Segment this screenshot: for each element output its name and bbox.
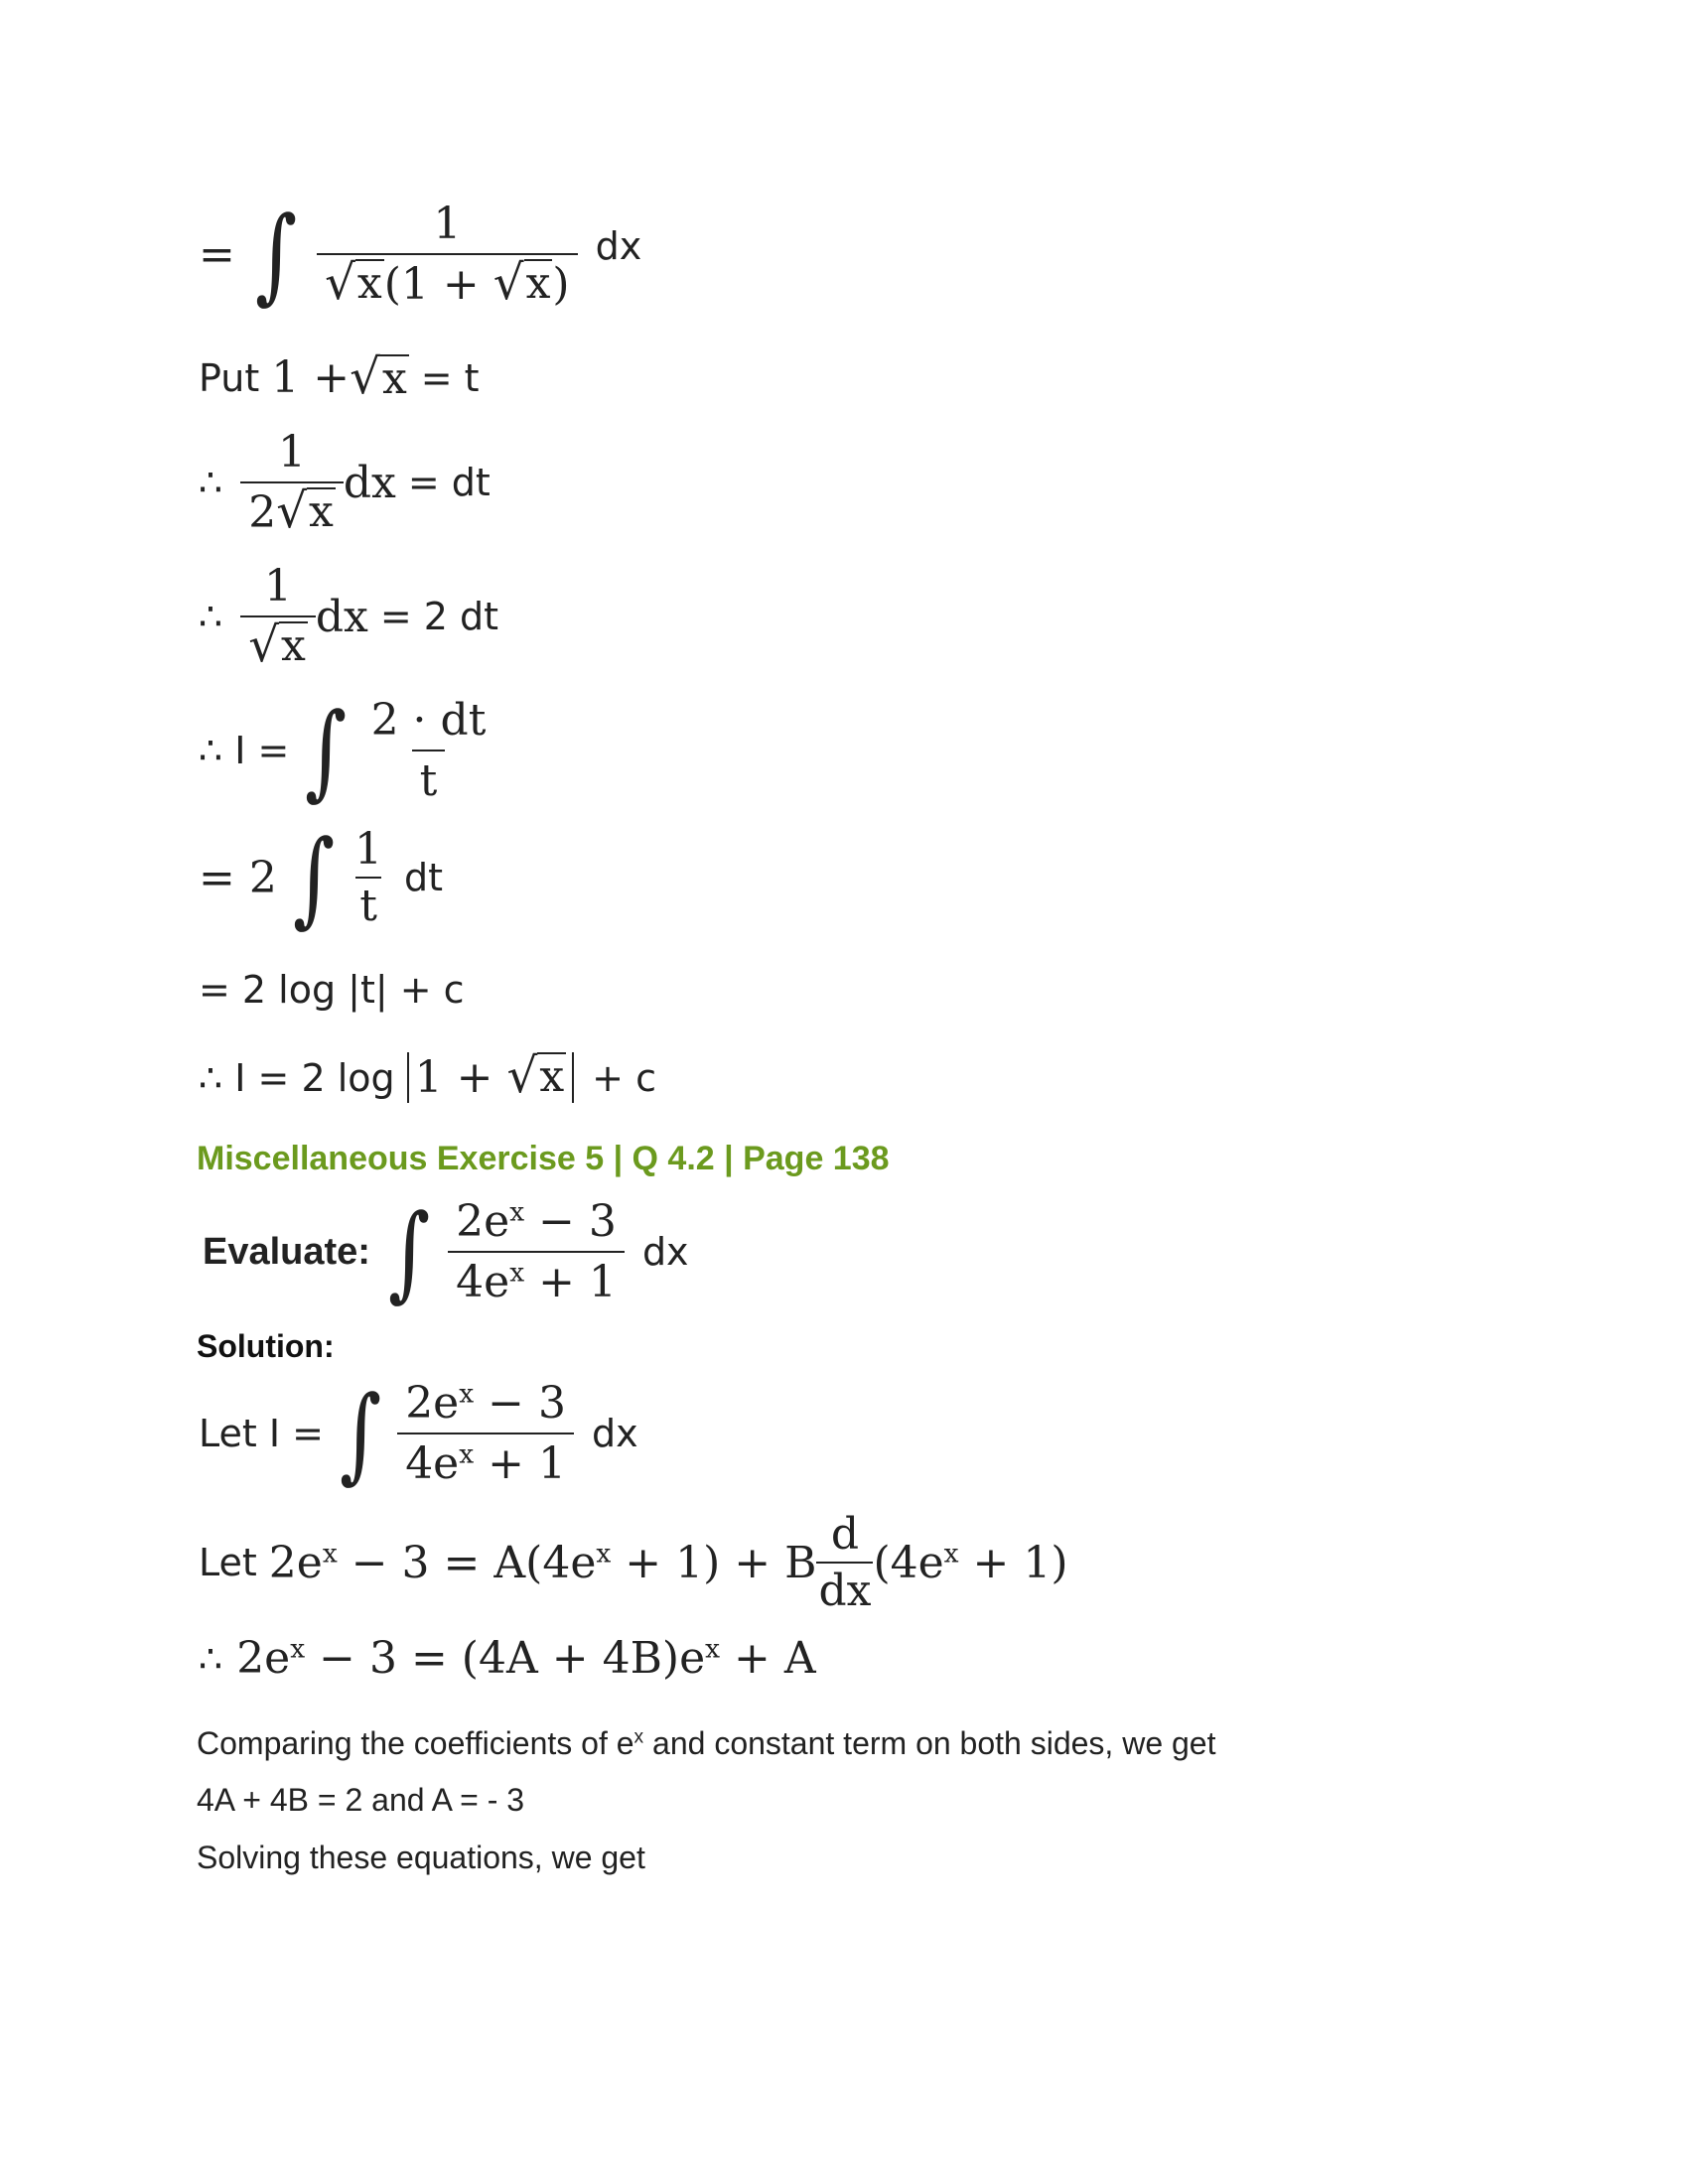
- equals-t: = t: [420, 355, 480, 400]
- integral-sign: ∫: [387, 1191, 431, 1312]
- evaluate-label: Evaluate:: [203, 1230, 370, 1273]
- fraction: [240, 427, 344, 538]
- equation-line-6: [199, 817, 444, 938]
- solution-line-3: [199, 1633, 816, 1684]
- fraction: [448, 1196, 625, 1307]
- lhs: ∴ I = 2 log: [199, 1055, 395, 1100]
- denominator: $4e^x + 1$: [448, 1251, 625, 1307]
- sqrt-symbol: √ x: [276, 483, 334, 539]
- equation-line-3: [199, 427, 491, 538]
- differential: dx: [591, 1412, 638, 1455]
- put-label: Put: [199, 355, 260, 400]
- absolute-value: 1 + √ x: [407, 1052, 575, 1103]
- integral-sign: ∫: [305, 690, 348, 811]
- denominator: $4e^x + 1$: [397, 1433, 574, 1489]
- numerator: 1: [278, 427, 307, 478]
- fraction: [240, 561, 316, 672]
- numerator: $2e^x - 3$: [405, 1378, 566, 1429]
- exercise-heading: Miscellaneous Exercise 5 | Q 4.2 | Page 138: [197, 1140, 890, 1177]
- numerator: $2e^x - 3$: [456, 1196, 617, 1247]
- fraction: [397, 1378, 574, 1489]
- sqrt-symbol: √ x: [248, 617, 306, 673]
- question: [203, 1191, 689, 1312]
- rhs: + c: [592, 1055, 656, 1100]
- lhs: ∴ I =: [199, 729, 290, 772]
- equation-line-7: = 2 log |t| + c: [199, 968, 465, 1012]
- equation-line-5: [199, 690, 493, 811]
- sqrt-symbol: √ x: [350, 349, 407, 406]
- numerator: 1: [354, 824, 383, 875]
- lhs: = 2: [199, 852, 277, 903]
- fraction: [351, 824, 386, 931]
- paragraph-solving: Solving these equations, we get: [197, 1840, 645, 1875]
- denominator: t: [412, 750, 446, 806]
- expression-tail: $(4e^x + 1)$: [873, 1537, 1068, 1588]
- sqrt-symbol: √ x: [506, 1048, 565, 1104]
- solution-line-2: [199, 1509, 1068, 1616]
- denominator: t: [355, 877, 381, 931]
- expression: $2e^x - 3 = (4A + 4B)e^x + A$: [236, 1633, 816, 1684]
- differential: dx: [641, 1230, 689, 1274]
- derivative-operator: $\frac{d}{dx}$: [818, 1509, 872, 1616]
- expression: 1 +: [271, 352, 351, 403]
- fraction: [363, 695, 494, 806]
- equation-line-4: [199, 561, 498, 672]
- fraction: [317, 199, 578, 310]
- integral-sign: ∫: [339, 1373, 382, 1494]
- numerator: 1: [433, 199, 462, 249]
- equals-sign: =: [199, 228, 235, 280]
- sqrt-symbol: √ x: [492, 255, 551, 311]
- therefore-symbol: ∴: [199, 461, 223, 504]
- denominator: √ x (1 + √ x ): [317, 253, 578, 310]
- denominator: [240, 615, 316, 672]
- solution-label: Solution:: [197, 1328, 335, 1364]
- paragraph-equations: 4A + 4B = 2 and A = - 3: [197, 1782, 525, 1818]
- numerator: 2 · dt: [370, 695, 487, 746]
- numerator: 1: [264, 561, 293, 612]
- lhs: Let I =: [199, 1412, 324, 1455]
- differential: dx: [343, 457, 396, 508]
- equals-dt: = dt: [407, 461, 491, 504]
- differential: dx: [595, 224, 642, 268]
- let-label: Let: [199, 1541, 257, 1584]
- equals-2dt: = 2 dt: [379, 595, 499, 638]
- integral-sign: ∫: [254, 194, 298, 315]
- equation-line-2: [199, 349, 480, 406]
- differential: dx: [315, 591, 368, 642]
- integral-sign: ∫: [292, 817, 336, 938]
- therefore-symbol: ∴: [199, 1636, 223, 1681]
- denominator: 2 √ x: [240, 481, 344, 538]
- equation-line-8: [199, 1048, 656, 1104]
- differential: dt: [404, 856, 444, 899]
- sqrt-symbol: √ x: [325, 255, 382, 311]
- therefore-symbol: ∴: [199, 595, 223, 638]
- paragraph-comparing: Comparing the coefficients of $e^x$ and constant term on both sides, we get: [197, 1725, 1216, 1761]
- expression: $2e^x - 3 = A(4e^x + 1) + B$: [268, 1537, 817, 1588]
- solution-line-1: [199, 1373, 638, 1494]
- equation-line-1: [199, 194, 642, 315]
